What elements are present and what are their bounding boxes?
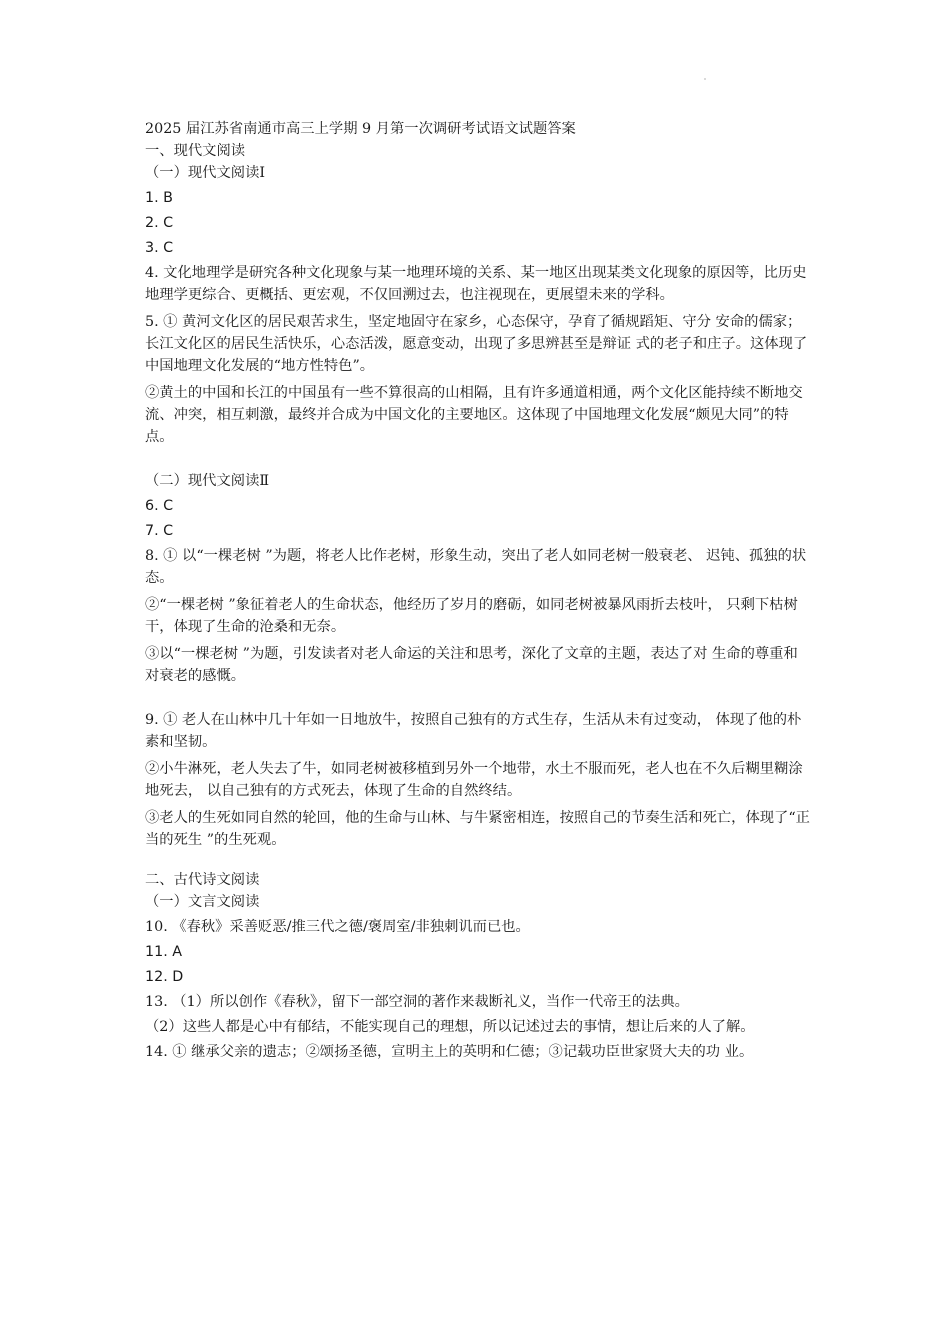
answer-q9-point1: 9. ① 老人在山林中几十年如一日地放牛，按照自己独有的方式生存，生活从未有过变动， 体现了他的朴素和坚韧。 xyxy=(145,712,802,750)
answer-q7: 7. C xyxy=(145,523,174,539)
section-heading-classical-reading: 二、古代诗文阅读 xyxy=(145,872,260,888)
answer-q8-point2: ②“一棵老树 ”象征着老人的生命状态，他经历了岁月的磨砺，如同老树被暴风雨折去枝叶， 只剩下枯树干，体现了生命的沧桑和无奈。 xyxy=(145,597,798,635)
answer-q14: 14. ① 继承父亲的遗志；②颂扬圣德，宣明主上的英明和仁德；③记载功臣世家贤大夫的功 业。 xyxy=(145,1044,754,1060)
answer-q13-part2: （2）这些人都是心中有郁结，不能实现自己的理想，所以记述过去的事情，想让后来的人了解。 xyxy=(145,1019,755,1035)
answer-q1: 1. B xyxy=(145,190,173,206)
answer-q5-point1: 5. ① 黄河文化区的居民艰苦求生，坚定地固守在家乡，心态保守，孕育了循规蹈矩、守分 安命的儒家；长江文化区的居民生活快乐，心态活泼，愿意变动，出现了多思辨甚至是辩证 式的老子和庄子。这体现了中国地理文化发展的“地方性特色”。 xyxy=(145,314,808,374)
answer-q8-point3: ③以“一棵老树 ”为题，引发读者对老人命运的关注和思考，深化了文章的主题，表达了对 生命的尊重和对衰老的感慨。 xyxy=(145,646,798,684)
answer-q13-part1: 13. （1）所以创作《春秋》，留下一部空洞的著作来裁断礼义，当作一代帝王的法典。 xyxy=(145,994,689,1010)
subsection-modern-reading-1: （一）现代文阅读Ⅰ xyxy=(145,165,266,181)
answer-q9-point3: ③老人的生死如同自然的轮回，他的生命与山林、与牛紧密相连，按照自己的节奏生活和死亡，体现了“正当的死生 ”的生死观。 xyxy=(145,810,810,848)
page-mark xyxy=(704,78,706,80)
answer-q5-point2: ②黄土的中国和长江的中国虽有一些不算很高的山相隔，且有许多通道相通，两个文化区能持续不断地交流、冲突，相互刺激，最终并合成为中国文化的主要地区。这体现了中国地理文化发展“颇见大同”的特点。 xyxy=(145,385,803,445)
answer-q6: 6. C xyxy=(145,498,174,514)
subsection-modern-reading-2: （二）现代文阅读Ⅱ xyxy=(145,473,270,489)
section-heading-modern-reading: 一、现代文阅读 xyxy=(145,143,246,159)
answer-q12: 12. D xyxy=(145,969,184,985)
answer-q10: 10. 《春秋》采善贬恶/推三代之德/褒周室/非独刺讥而已也。 xyxy=(145,919,530,935)
document-title: 2025 届江苏省南通市高三上学期 9 月第一次调研考试语文试题答案 xyxy=(145,121,576,137)
answer-q9-point2: ②小牛淋死，老人失去了牛，如同老树被移植到另外一个地带，水土不服而死，老人也在不久后糊里糊涂地死去， 以自己独有的方式死去，体现了生命的自然终结。 xyxy=(145,761,803,799)
answer-q11: 11. A xyxy=(145,944,183,960)
answer-q3: 3. C xyxy=(145,240,174,256)
answer-q4: 4. 文化地理学是研究各种文化现象与某一地理环境的关系、某一地区出现某类文化现象的原因等，比历史地理学更综合、更概括、更宏观，不仅回溯过去，也注视现在，更展望未来的学科。 xyxy=(145,265,807,303)
subsection-classical-prose: （一）文言文阅读 xyxy=(145,894,260,910)
answer-q8-point1: 8. ① 以“一棵老树 ”为题，将老人比作老树，形象生动，突出了老人如同老树一般衰老、 迟钝、孤独的状态。 xyxy=(145,548,807,586)
answer-q2: 2. C xyxy=(145,215,174,231)
answer-document xyxy=(145,118,810,1063)
